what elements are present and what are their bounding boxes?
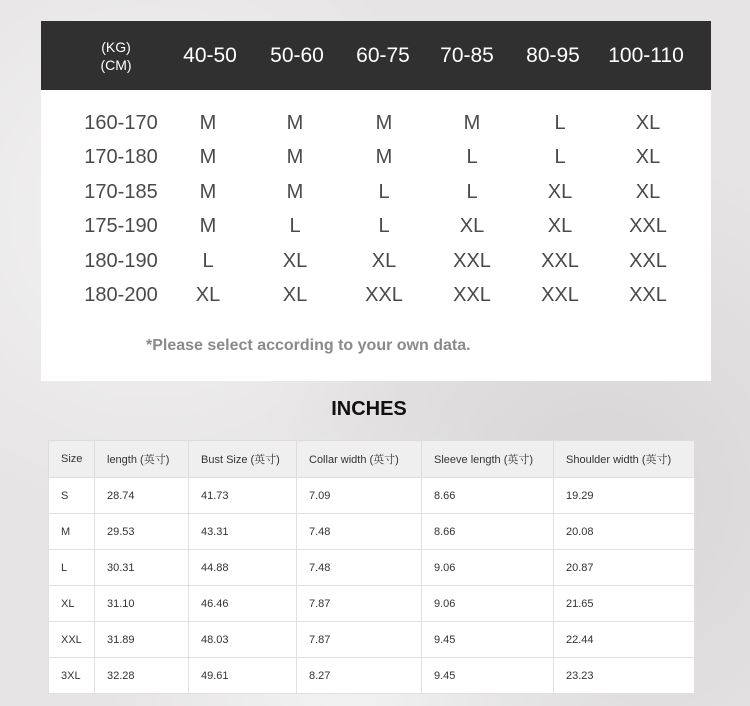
column-header-bust: Bust Size (英寸) xyxy=(189,441,297,478)
height-range-cell: 180-200 xyxy=(84,284,158,306)
size-cell: XXL xyxy=(629,284,667,306)
shoulder-value: 20.08 xyxy=(554,514,695,550)
size-chart-row xyxy=(41,211,711,241)
size-cell: XL xyxy=(635,146,661,168)
height-range-cell: 160-170 xyxy=(84,112,158,134)
length-value: 31.89 xyxy=(95,622,189,658)
weight-range-header: 70-85 xyxy=(440,44,494,67)
size-cell: XL xyxy=(459,215,485,237)
size-chart-row xyxy=(41,280,711,310)
size-cell: L xyxy=(466,181,478,203)
bust-value: 46.46 xyxy=(189,586,297,622)
collar-value: 7.87 xyxy=(297,622,422,658)
size-chart-row xyxy=(41,177,711,207)
size-cell: XL xyxy=(371,250,397,272)
table-header-row xyxy=(49,441,695,478)
size-cell: M xyxy=(199,146,217,168)
size-cell: XXL xyxy=(541,250,579,272)
size-cell: XXL xyxy=(365,284,403,306)
size-cell: XL xyxy=(282,250,308,272)
height-range-cell: 170-180 xyxy=(84,146,158,168)
column-header-shoulder: Shoulder width (英寸) xyxy=(554,441,695,478)
table-row xyxy=(49,550,695,586)
sleeve-value: 9.06 xyxy=(422,586,554,622)
size-value: S xyxy=(49,478,95,514)
size-chart-row xyxy=(41,108,711,138)
size-cell: XXL xyxy=(629,215,667,237)
bust-value: 49.61 xyxy=(189,658,297,694)
size-chart-row xyxy=(41,142,711,172)
table-row xyxy=(49,514,695,550)
shoulder-value: 23.23 xyxy=(554,658,695,694)
size-value: L xyxy=(49,550,95,586)
collar-value: 8.27 xyxy=(297,658,422,694)
size-cell: XL xyxy=(635,112,661,134)
table-row xyxy=(49,622,695,658)
height-range-cell: 175-190 xyxy=(84,215,158,237)
bust-value: 44.88 xyxy=(189,550,297,586)
weight-range-header: 50-60 xyxy=(270,44,324,67)
selection-note: *Please select according to your own data. xyxy=(146,337,471,354)
unit-label xyxy=(86,38,146,74)
size-cell: L xyxy=(554,146,566,168)
table-row xyxy=(49,658,695,694)
collar-value: 7.09 xyxy=(297,478,422,514)
size-cell: L xyxy=(289,215,301,237)
length-value: 30.31 xyxy=(95,550,189,586)
size-cell: XXL xyxy=(453,250,491,272)
size-cell: XXL xyxy=(541,284,579,306)
shoulder-value: 19.29 xyxy=(554,478,695,514)
sleeve-value: 9.45 xyxy=(422,658,554,694)
size-value: XL xyxy=(49,586,95,622)
size-cell: L xyxy=(554,112,566,134)
size-cell: M xyxy=(199,112,217,134)
collar-value: 7.48 xyxy=(297,550,422,586)
unit-label-kg: (KG) xyxy=(101,39,131,55)
collar-value: 7.87 xyxy=(297,586,422,622)
weight-range-header: 40-50 xyxy=(183,44,237,67)
size-chart-row xyxy=(41,246,711,276)
size-cell: XXL xyxy=(453,284,491,306)
size-chart-card xyxy=(41,21,711,381)
size-cell: XXL xyxy=(629,250,667,272)
length-value: 28.74 xyxy=(95,478,189,514)
unit-label-cm: (CM) xyxy=(100,57,132,73)
weight-range-header: 100-110 xyxy=(608,44,684,67)
size-value: 3XL xyxy=(49,658,95,694)
size-cell: L xyxy=(378,181,390,203)
bust-value: 41.73 xyxy=(189,478,297,514)
sleeve-value: 8.66 xyxy=(422,514,554,550)
size-cell: M xyxy=(463,112,481,134)
size-cell: L xyxy=(466,146,478,168)
sleeve-value: 9.06 xyxy=(422,550,554,586)
size-cell: XL xyxy=(547,215,573,237)
measurement-table xyxy=(48,440,695,694)
collar-value: 7.48 xyxy=(297,514,422,550)
table-row xyxy=(49,478,695,514)
size-cell: M xyxy=(199,215,217,237)
size-cell: M xyxy=(375,146,393,168)
weight-range-header: 60-75 xyxy=(356,44,410,67)
size-chart-header xyxy=(41,21,711,90)
column-header-size: Size xyxy=(49,441,95,478)
column-header-length: length (英寸) xyxy=(95,441,189,478)
size-cell: XL xyxy=(635,181,661,203)
inches-title: INCHES xyxy=(331,398,407,420)
shoulder-value: 21.65 xyxy=(554,586,695,622)
bust-value: 43.31 xyxy=(189,514,297,550)
height-range-cell: 180-190 xyxy=(84,250,158,272)
size-cell: M xyxy=(375,112,393,134)
size-value: XXL xyxy=(49,622,95,658)
weight-range-header: 80-95 xyxy=(526,44,580,67)
shoulder-value: 22.44 xyxy=(554,622,695,658)
column-header-sleeve: Sleeve length (英寸) xyxy=(422,441,554,478)
size-cell: M xyxy=(286,146,304,168)
size-cell: XL xyxy=(282,284,308,306)
sleeve-value: 8.66 xyxy=(422,478,554,514)
size-cell: XL xyxy=(195,284,221,306)
size-cell: L xyxy=(378,215,390,237)
shoulder-value: 20.87 xyxy=(554,550,695,586)
length-value: 31.10 xyxy=(95,586,189,622)
size-cell: M xyxy=(286,112,304,134)
sleeve-value: 9.45 xyxy=(422,622,554,658)
column-header-collar: Collar width (英寸) xyxy=(297,441,422,478)
length-value: 29.53 xyxy=(95,514,189,550)
height-range-cell: 170-185 xyxy=(84,181,158,203)
bust-value: 48.03 xyxy=(189,622,297,658)
size-cell: M xyxy=(286,181,304,203)
length-value: 32.28 xyxy=(95,658,189,694)
size-cell: XL xyxy=(547,181,573,203)
table-row xyxy=(49,586,695,622)
size-cell: L xyxy=(202,250,214,272)
size-value: M xyxy=(49,514,95,550)
size-cell: M xyxy=(199,181,217,203)
